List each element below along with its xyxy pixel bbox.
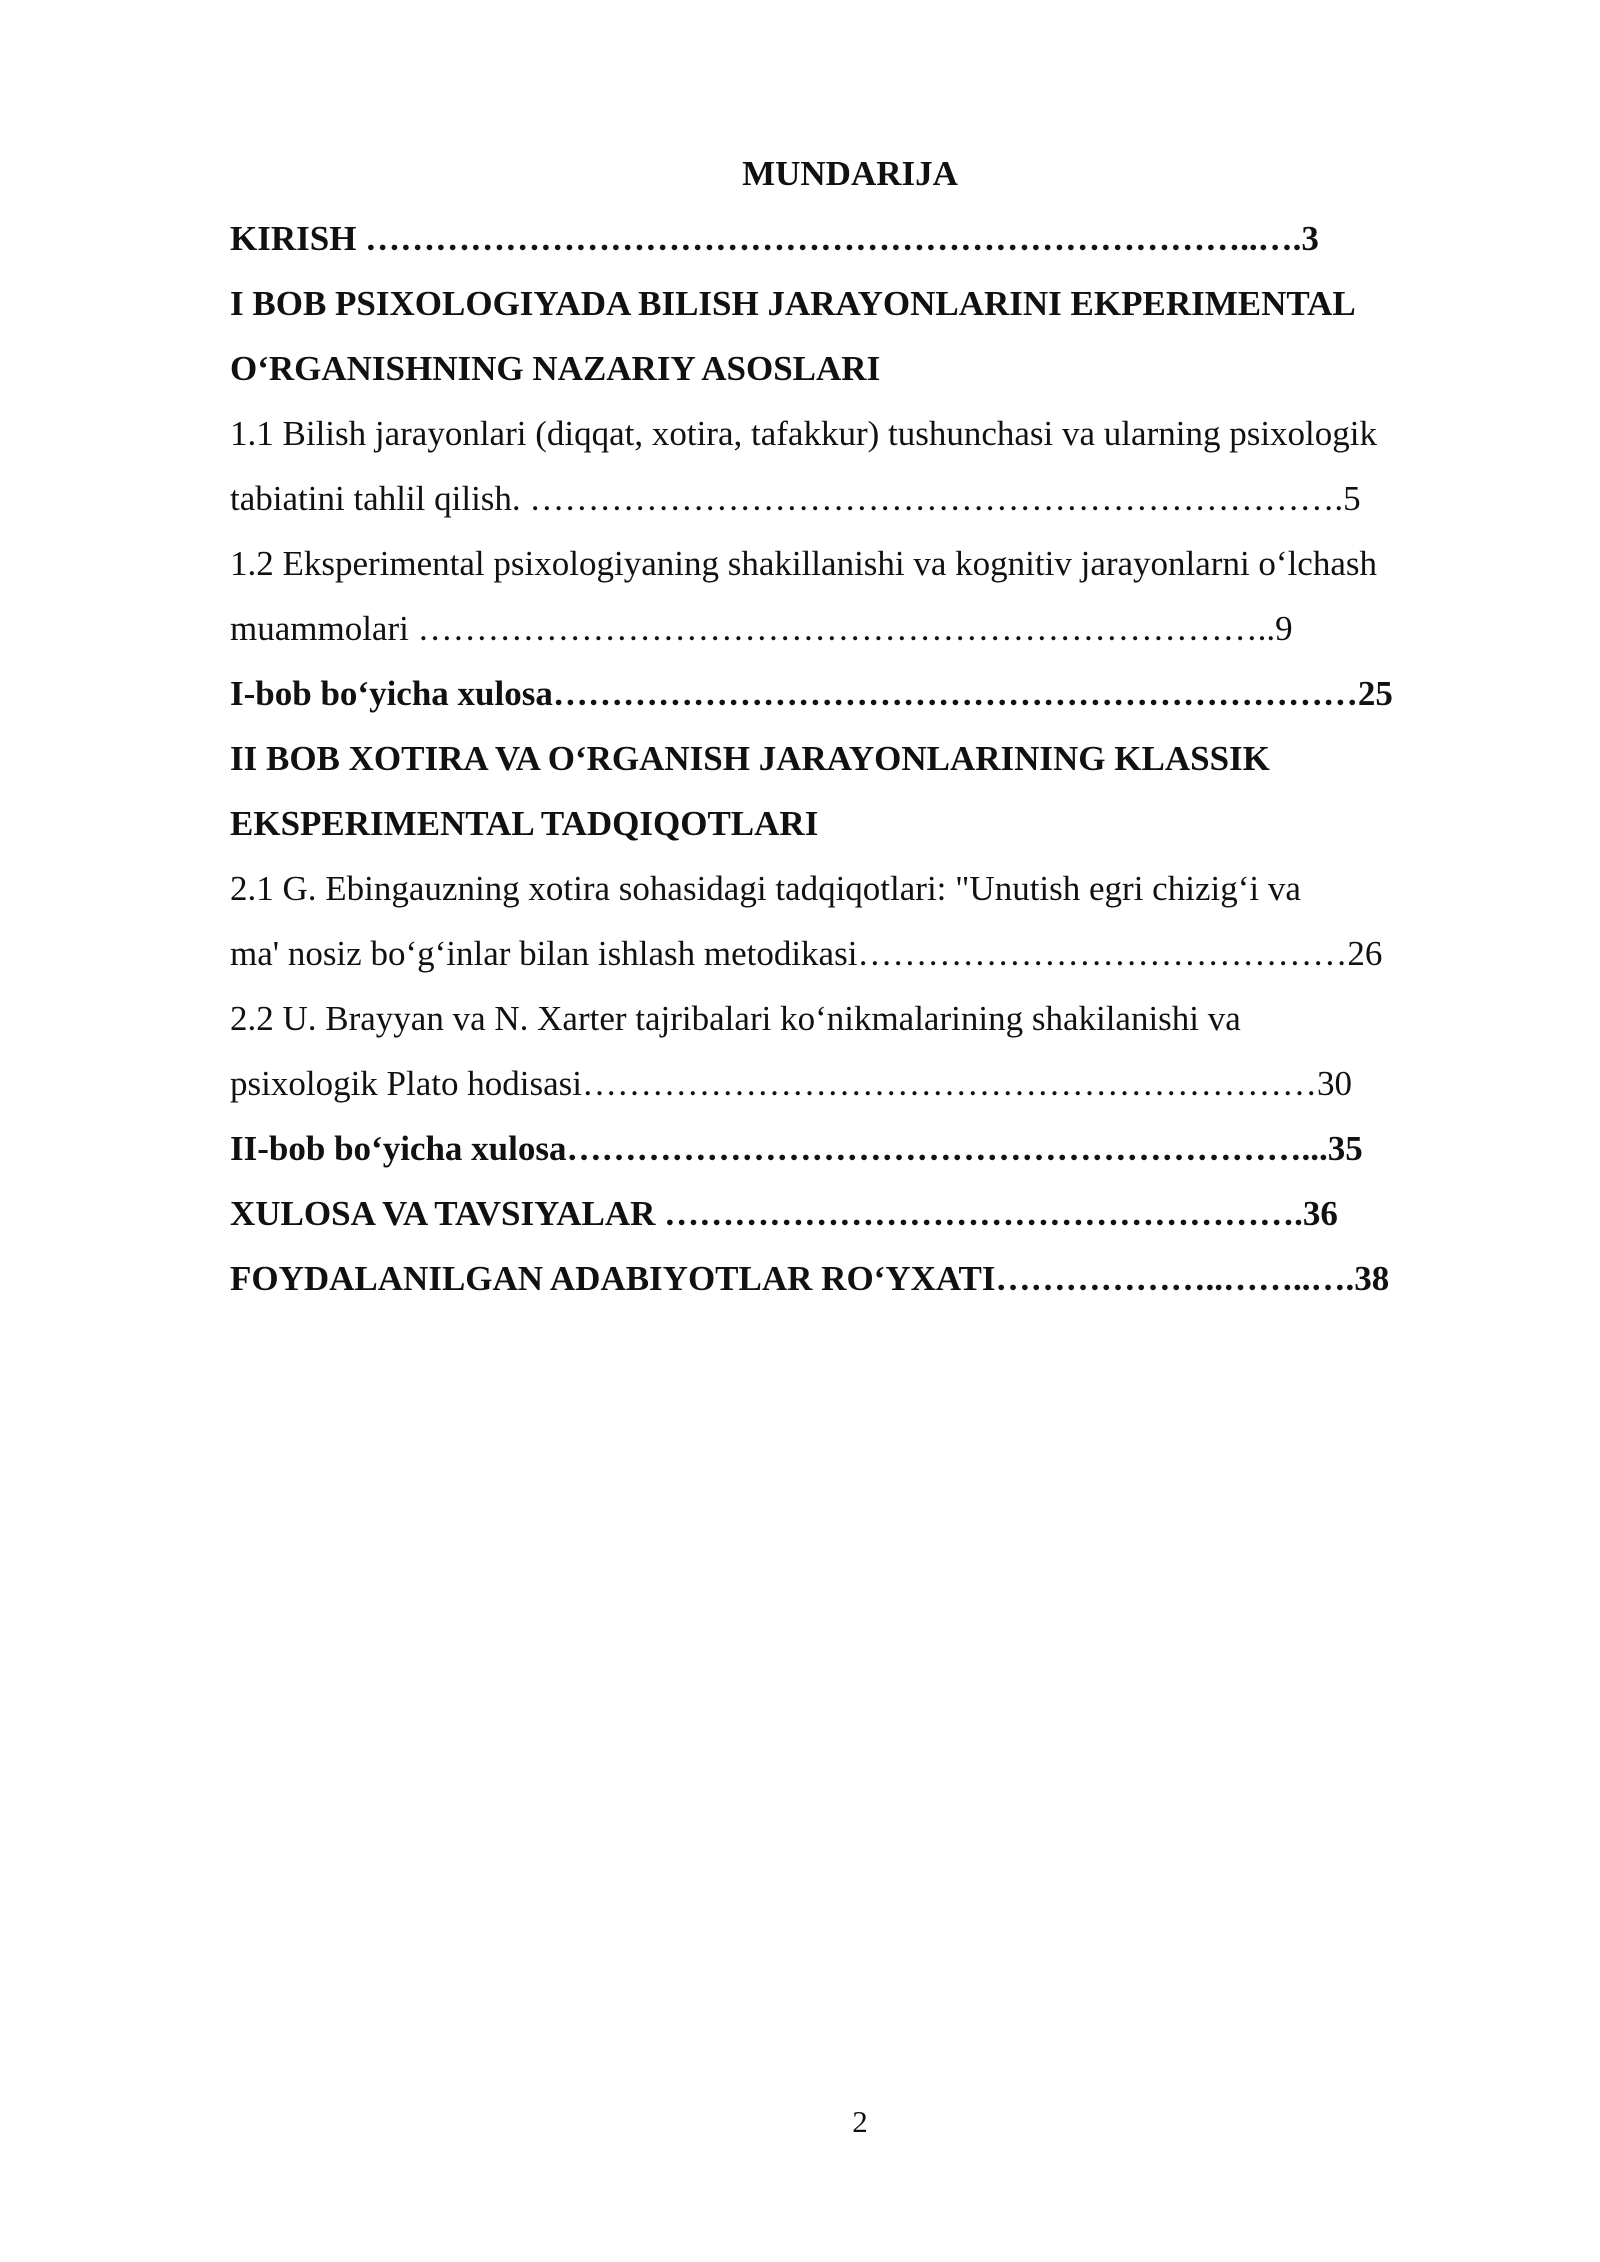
- toc-entry-conclusion[interactable]: XULOSA VA TAVSIYALAR ……………………………………………….36: [230, 1194, 1338, 1233]
- toc-entry-2-1[interactable]: 2.1 G. Ebingauzning xotira sohasidagi tadqiqotlari: "Unutish egri chizig‘i va: [230, 869, 1301, 908]
- toc-chapter-2-heading-cont[interactable]: EKSPERIMENTAL TADQIQOTLARI: [230, 804, 819, 843]
- toc-entry-1-1[interactable]: 1.1 Bilish jarayonlari (diqqat, xotira, tafakkur) tushunchasi va ularning psixologik: [230, 414, 1377, 453]
- toc-entry-chapter-1-conclusion[interactable]: I-bob bo‘yicha xulosa……………………………………………………………25: [230, 674, 1393, 713]
- toc-entry-kirish[interactable]: KIRISH …………………………………………………………………..….3: [230, 219, 1319, 258]
- toc-title: MUNDARIJA: [742, 154, 958, 193]
- toc-entry-bibliography[interactable]: FOYDALANILGAN ADABIYOTLAR RO‘YXATI………………..……..….38: [230, 1259, 1390, 1298]
- toc-chapter-1-heading-cont[interactable]: O‘RGANISHNING NAZARIY ASOSLARI: [230, 349, 881, 388]
- toc-entry-2-2-cont[interactable]: psixologik Plato hodisasi………………………………………………………30: [230, 1064, 1352, 1103]
- toc-chapter-2-heading[interactable]: II BOB XOTIRA VA O‘RGANISH JARAYONLARINING KLASSIK: [230, 739, 1270, 778]
- toc-entry-1-2-cont[interactable]: muammolari ………………………………………………………………..9: [230, 609, 1293, 648]
- toc-entry-1-2[interactable]: 1.2 Eksperimental psixologiyaning shakillanishi va kognitiv jarayonlarni o‘lchash: [230, 544, 1378, 583]
- page-number: 2: [852, 2104, 868, 2139]
- toc-entry-1-1-cont[interactable]: tabiatini tahlil qilish. …………………………………………………………….5: [230, 479, 1361, 518]
- toc-chapter-1-heading[interactable]: I BOB PSIXOLOGIYADA BILISH JARAYONLARINI EKPERIMENTAL: [230, 284, 1356, 323]
- toc-entry-2-1-cont[interactable]: ma' nosiz bo‘g‘inlar bilan ishlash metodikasi……………………………………26: [230, 934, 1383, 973]
- toc-entry-chapter-2-conclusion[interactable]: II-bob bo‘yicha xulosa………………………………………………………...35: [230, 1129, 1363, 1168]
- toc-entry-2-2[interactable]: 2.2 U. Brayyan va N. Xarter tajribalari ko‘nikmalarining shakilanishi va: [230, 999, 1241, 1038]
